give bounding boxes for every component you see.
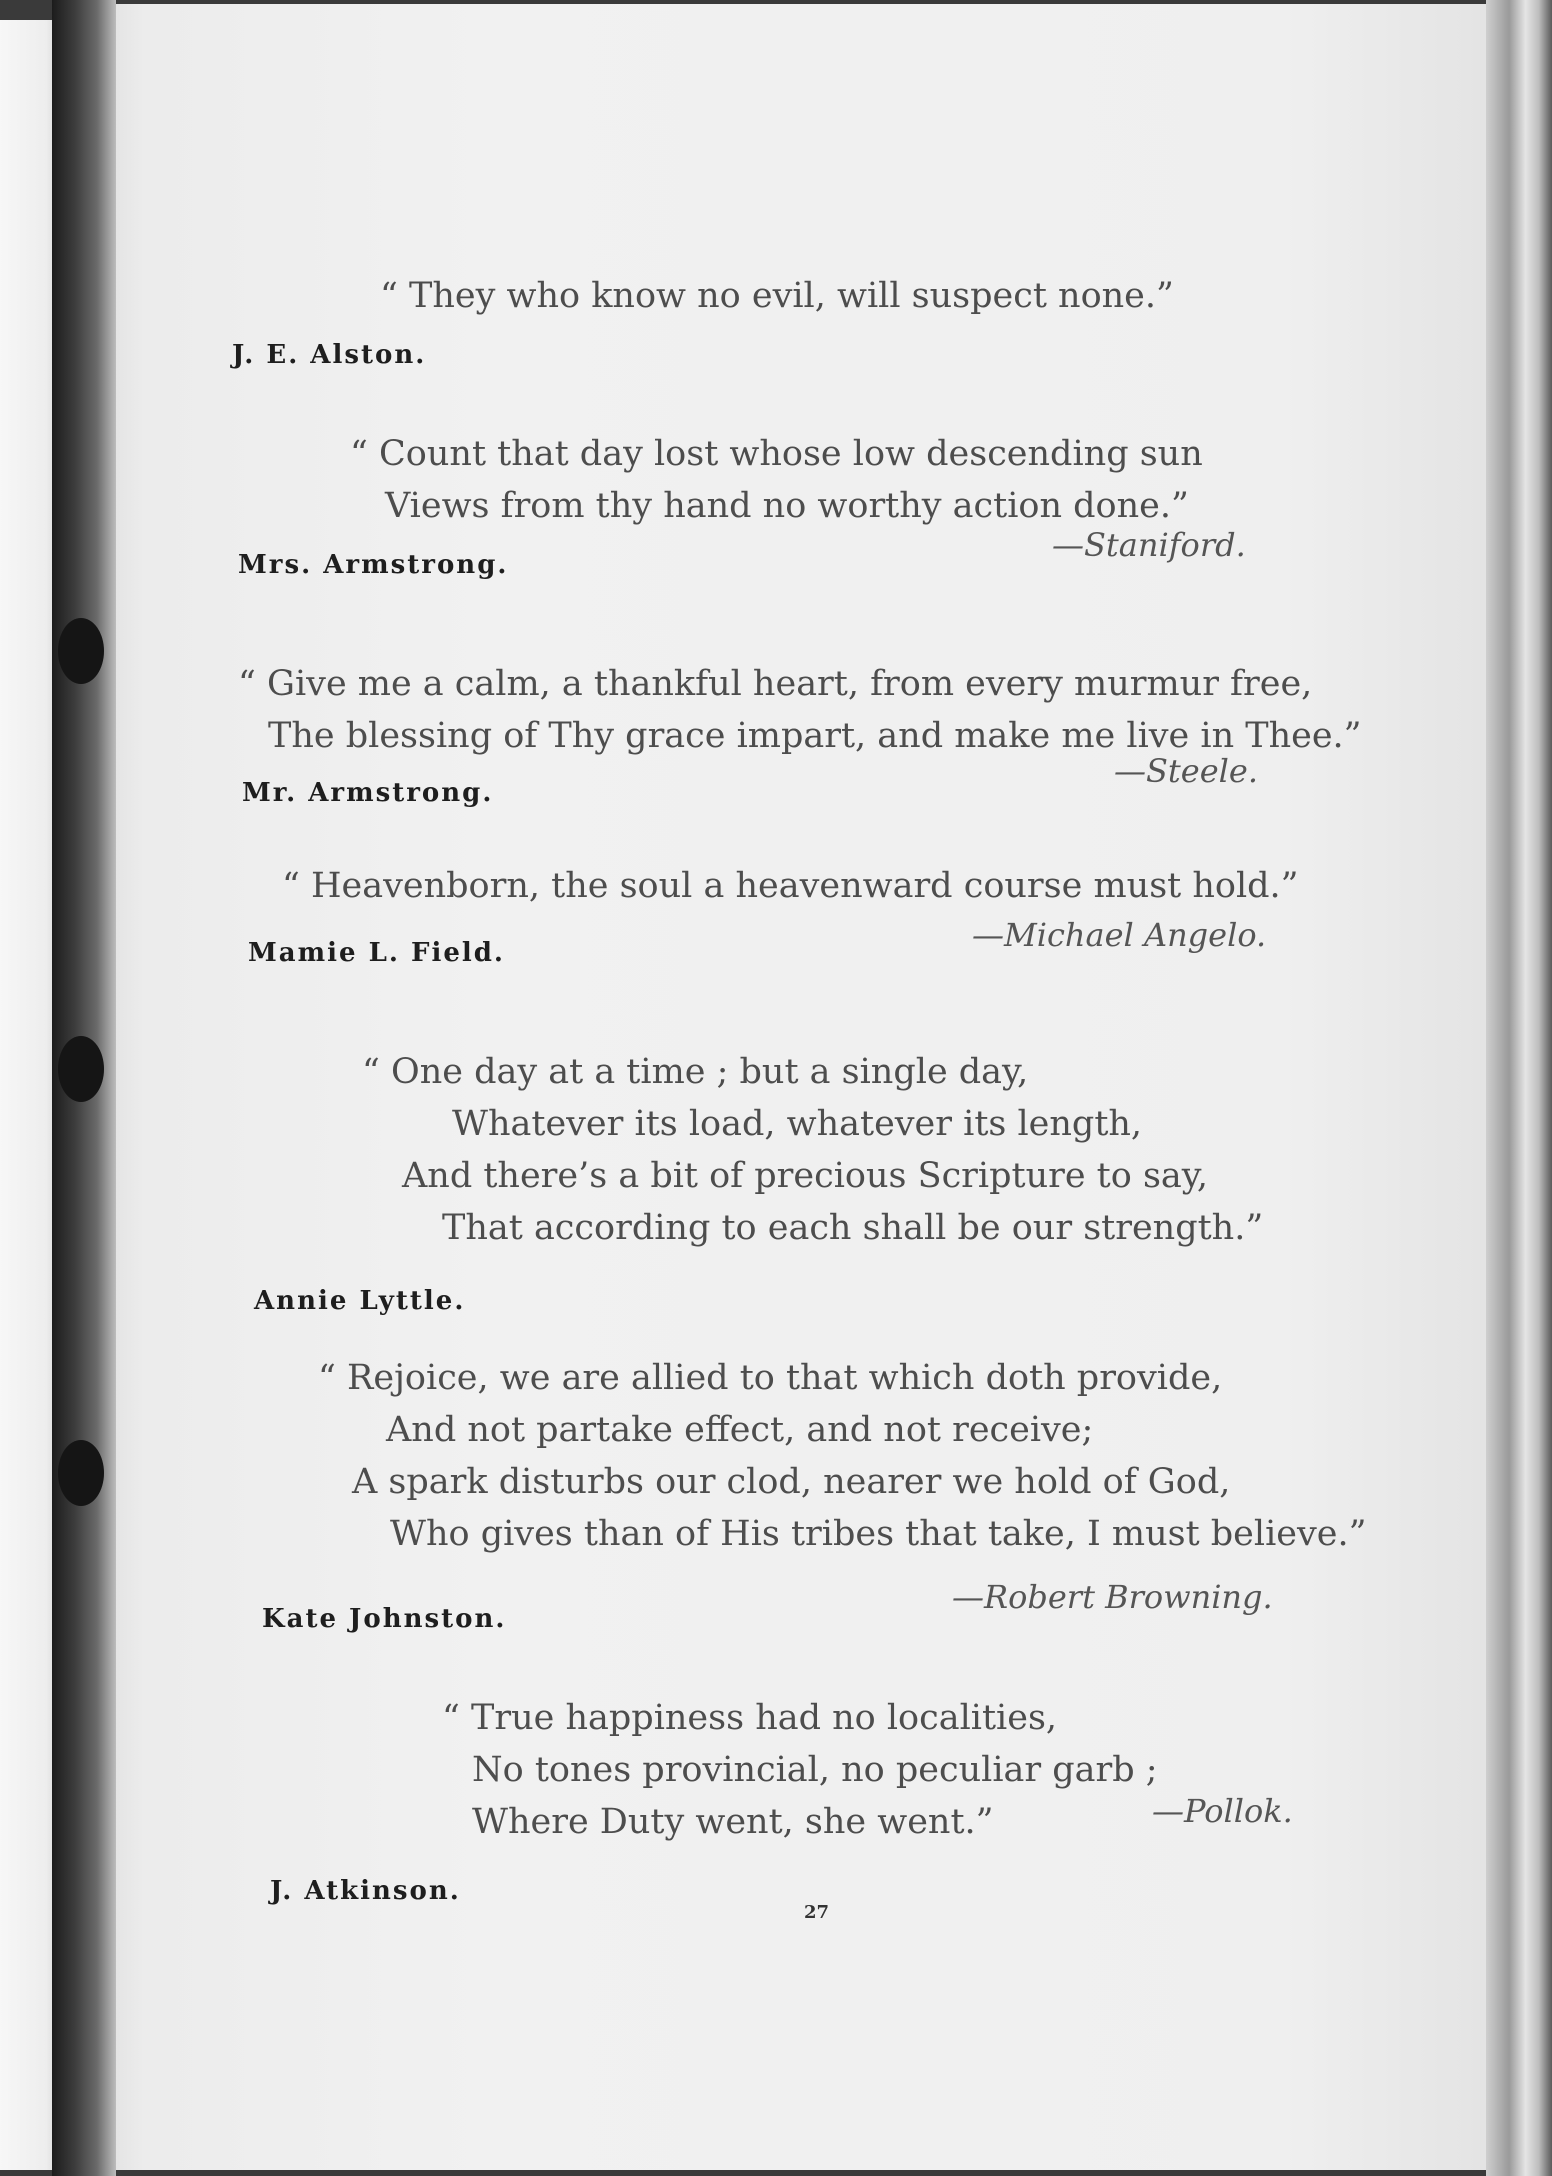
quote-author: —Pollok. <box>1152 1792 1293 1830</box>
contributor-name: Mr. Armstrong. <box>242 778 494 808</box>
quote-line: “ Rejoice, we are allied to that which doth provide, <box>318 1358 1223 1398</box>
quote-line: “ Count that day lost whose low descending sun <box>350 434 1203 474</box>
quote-line: “ They who know no evil, will suspect none.” <box>380 276 1174 316</box>
quote-line: Views from thy hand no worthy action done.” <box>385 486 1189 526</box>
contributor-name: J. E. Alston. <box>232 340 427 370</box>
quote-line: A spark disturbs our clod, nearer we hold of God, <box>352 1462 1231 1502</box>
contributor-name: J. Atkinson. <box>270 1876 461 1906</box>
quote-text <box>282 860 1299 912</box>
quote-line: “ Heavenborn, the soul a heavenward course must hold.” <box>282 866 1299 906</box>
contributor-name: Kate Johnston. <box>262 1604 507 1634</box>
page-number: 27 <box>804 1902 830 1923</box>
quote-line: Who gives than of His tribes that take, I must believe.” <box>390 1514 1367 1554</box>
quote-text <box>350 428 1203 532</box>
binding-stitch <box>58 618 104 684</box>
quote-line: Where Duty went, she went.” <box>472 1802 994 1842</box>
contributor-name: Mrs. Armstrong. <box>238 550 509 580</box>
quote-line: Whatever its load, whatever its length, <box>452 1104 1143 1144</box>
page-stack-edge <box>1486 0 1552 2176</box>
quote-text <box>362 1046 1263 1254</box>
quote-line: And there’s a bit of precious Scripture to say, <box>402 1156 1209 1196</box>
quote-author: —Staniford. <box>1052 526 1246 564</box>
quote-text <box>380 270 1174 322</box>
quote-text <box>442 1692 1158 1848</box>
quote-author: —Steele. <box>1114 752 1258 790</box>
quote-author: —Robert Browning. <box>952 1578 1273 1616</box>
contributor-name: Annie Lyttle. <box>254 1286 466 1316</box>
quote-line: That according to each shall be our strength.” <box>442 1208 1264 1248</box>
binding-stitch <box>58 1036 104 1102</box>
quote-line: “ One day at a time ; but a single day, <box>362 1052 1029 1092</box>
quote-line: “ Give me a calm, a thankful heart, from every murmur free, <box>238 664 1313 704</box>
quote-line: And not partake effect, and not receive; <box>386 1410 1094 1450</box>
left-page-edge <box>0 20 58 2170</box>
quote-line: The blessing of Thy grace impart, and make me live in Thee.” <box>268 716 1362 756</box>
quote-text <box>318 1352 1367 1560</box>
quote-line: “ True happiness had no localities, <box>442 1698 1058 1738</box>
contributor-name: Mamie L. Field. <box>248 938 505 968</box>
quote-text <box>238 658 1362 762</box>
binding-stitch <box>58 1440 104 1506</box>
quote-line: No tones provincial, no peculiar garb ; <box>472 1750 1158 1790</box>
quote-author: —Michael Angelo. <box>972 916 1267 954</box>
